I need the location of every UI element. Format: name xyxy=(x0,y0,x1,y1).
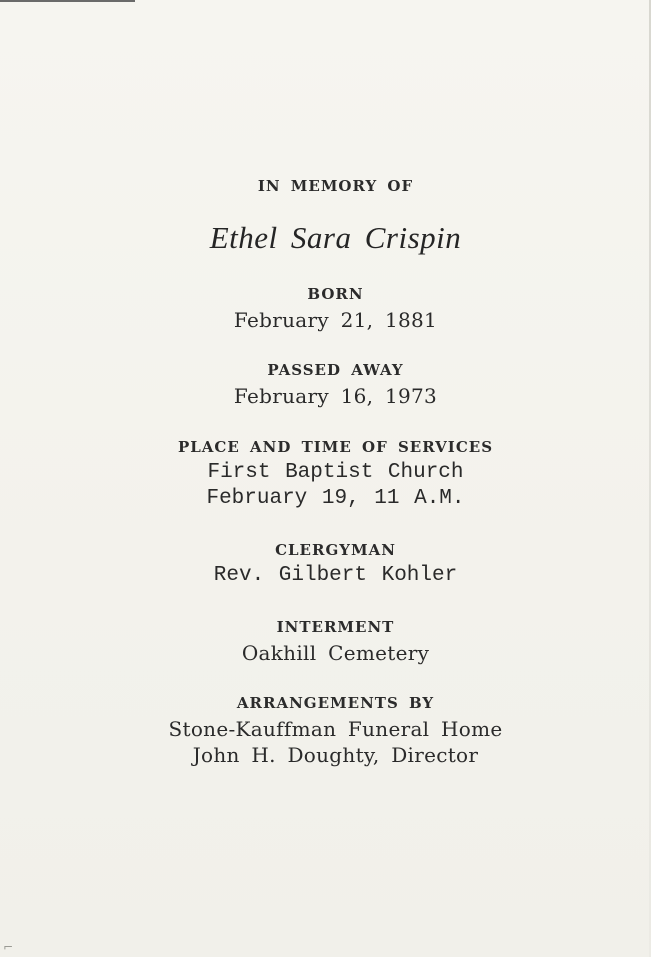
arrangements-label: ARRANGEMENTS BY xyxy=(236,694,435,712)
passed-away-label: PASSED AWAY xyxy=(267,361,404,379)
interment-label: INTERMENT xyxy=(276,618,395,636)
services-time: February 19, 11 A.M. xyxy=(206,487,465,510)
memory-heading: IN MEMORY OF xyxy=(257,177,414,195)
funeral-director: John H. Doughty, Director xyxy=(192,743,479,767)
interment-place: Oakhill Cemetery xyxy=(241,641,430,665)
card-top-edge xyxy=(0,0,135,2)
clergyman-label: CLERGYMAN xyxy=(275,541,396,559)
services-place: First Baptist Church xyxy=(207,461,464,484)
born-label: BORN xyxy=(307,285,364,303)
clergyman-name: Rev. Gilbert Kohler xyxy=(213,564,458,587)
corner-scuff-mark: ⌐ xyxy=(3,940,14,954)
deceased-name: Ethel Sara Crispin xyxy=(209,220,462,255)
services-label: PLACE AND TIME OF SERVICES xyxy=(177,438,494,456)
born-date: February 21, 1881 xyxy=(233,308,438,332)
passed-away-date: February 16, 1973 xyxy=(233,384,438,408)
funeral-home: Stone-Kauffman Funeral Home xyxy=(168,717,503,741)
